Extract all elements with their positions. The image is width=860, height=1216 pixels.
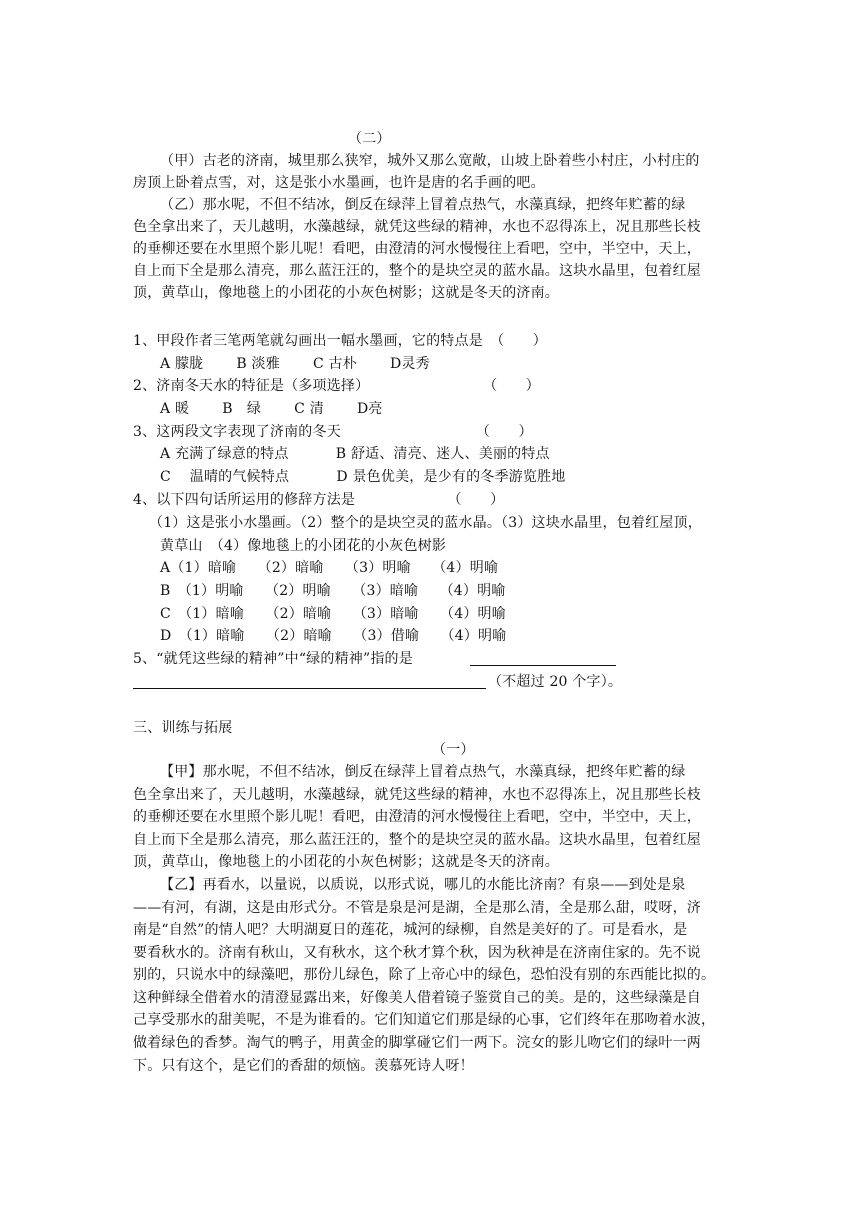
section3-heading: （一） [432,742,475,758]
section3-yi-line-4: 要看秋水的。济南有秋山，又有秋水，这个秋才算个秋，因为秋神是在济南住家的。先不说 [133,945,701,961]
question-1-options: A 朦胧 B 淡雅 C 古朴 D灵秀 [160,356,430,372]
section2-yi-line-5: 顶，黄草山，像地毯上的小团花的小灰色树影；这就是冬天的济南。 [133,285,559,301]
section3-jia-line-5: 顶，黄草山，像地毯上的小团花的小灰色树影；这就是冬天的济南。 [133,854,559,870]
section2-yi-line-2: 色全拿出来了，天儿越明，水藻越绿，就凭这些绿的精神，水也不忍得冻上，况且那些长枝 [133,219,701,235]
question-5-answer-blank-2[interactable] [133,688,486,689]
section3-jia-line-1: 【甲】那水呢，不但不结冰，倒反在绿萍上冒着点热气，水藻真绿，把终年贮蓄的绿 [160,764,686,780]
question-4-sentences-line-1: （1）这是张小水墨画。（2）整个的是块空灵的蓝水晶。（3）这块水晶里，包着红屋顶， [149,515,702,531]
question-4-stem: 4、以下四句话所运用的修辞方法是 （ ） [133,492,505,508]
section3-jia-line-3: 的垂柳还要在水里照个影儿呢！看吧，由澄清的河水慢慢往上看吧，空中，半空中，天上， [133,809,701,825]
section3-yi-line-7: 己享受那水的甜美呢，不是为谁看的。它们知道它们那是绿的心事，它们终年在那吻着水波， [133,1012,716,1028]
question-5-tail: （不超过 20 个字）。 [488,674,623,690]
question-4-sentences-line-2: 黄草山 （4）像地毯上的小团花的小灰色树影 [160,538,447,554]
section3-yi-line-8: 做着绿色的香梦。淘气的鸭子，用黄金的脚掌碰它们一两下。浣女的影儿吻它们的绿叶一两 [133,1035,701,1051]
question-3-option-cd: C 温晴的气候特点 D 景色优美，是少有的冬季游览胜地 [160,469,566,485]
section2-yi-line-3: 的垂柳还要在水里照个影儿呢！看吧，由澄清的河水慢慢往上看吧，空中，半空中，天上， [133,241,701,257]
section2-yi-line-4: 自上而下全是那么清亮，那么蓝汪汪的，整个的是块空灵的蓝水晶。这块水晶里，包着红屋 [133,263,701,279]
question-4-option-c: C （1）暗喻 （2）暗喻 （3）暗喻 （4）明喻 [160,606,506,622]
section2-yi-line-1: （乙）那水呢，不但不结冰，倒反在绿萍上冒着点热气，水藻真绿，把终年贮蓄的绿 [160,197,686,213]
section3-yi-line-6: 这种鲜绿全借着水的清澄显露出来，好像美人借着镜子鉴赏自己的美。是的，这些绿藻是自 [133,990,701,1006]
question-4-option-b: B （1）明喻 （2）明喻 （3）暗喻 （4）明喻 [160,583,506,599]
question-2-options: A 暖 B 绿 C 清 D亮 [160,401,383,417]
section2-heading: （二） [348,131,391,147]
section3-yi-line-2: ——有河，有湖，这是由形式分。不管是泉是河是湖，全是那么清，全是那么甜，哎呀，济 [133,900,701,916]
question-3-option-ab: A 充满了绿意的特点 B 舒适、清亮、迷人、美丽的特点 [160,446,550,462]
section3-title: 三、训练与拓展 [133,720,233,736]
question-5-answer-blank-1[interactable] [470,665,616,666]
question-4-option-d: D （1）暗喻 （2）暗喻 （3）借喻 （4）明喻 [160,628,507,644]
section2-jia-line-1: （甲）古老的济南，城里那么狭窄，城外又那么宽敞，山坡上卧着些小村庄，小村庄的 [160,153,700,169]
section3-jia-line-2: 色全拿出来了，天儿越明，水藻越绿，就凭这些绿的精神，水也不忍得冻上，况且那些长枝 [133,787,701,803]
section3-yi-line-1: 【乙】再看水，以量说，以质说，以形式说，哪儿的水能比济南？有泉——到处是泉 [160,877,686,893]
section3-yi-line-5: 别的，只说水中的绿藻吧，那份儿绿色，除了上帝心中的绿色，恐怕没有别的东西能比拟的。 [133,967,716,983]
section2-jia-line-2: 房顶上卧着点雪，对，这是张小水墨画，也许是唐的名手画的吧。 [133,175,545,191]
section3-yi-line-9: 下。只有这个，是它们的香甜的烦恼。羡慕死诗人呀！ [133,1058,474,1074]
question-1-stem: 1、甲段作者三笔两笔就勾画出一幅水墨画，它的特点是 （ ） [133,333,547,349]
question-4-option-a: A（1）暗喻 （2）暗喻 （3）明喻 （4）明喻 [160,560,499,576]
question-5-stem: 5、“就凭这些绿的精神”中“绿的精神”指的是 [133,651,413,667]
section3-yi-line-3: 南是“自然”的情人吧？大明湖夏日的莲花，城河的绿柳，自然是美好的了。可是看水，是 [133,922,688,938]
question-3-stem: 3、这两段文字表现了济南的冬天 （ ） [133,424,533,440]
section3-jia-line-4: 自上而下全是那么清亮，那么蓝汪汪的，整个的是块空灵的蓝水晶。这块水晶里，包着红屋 [133,832,701,848]
question-2-stem: 2、济南冬天水的特征是（多项选择） （ ） [133,378,540,394]
